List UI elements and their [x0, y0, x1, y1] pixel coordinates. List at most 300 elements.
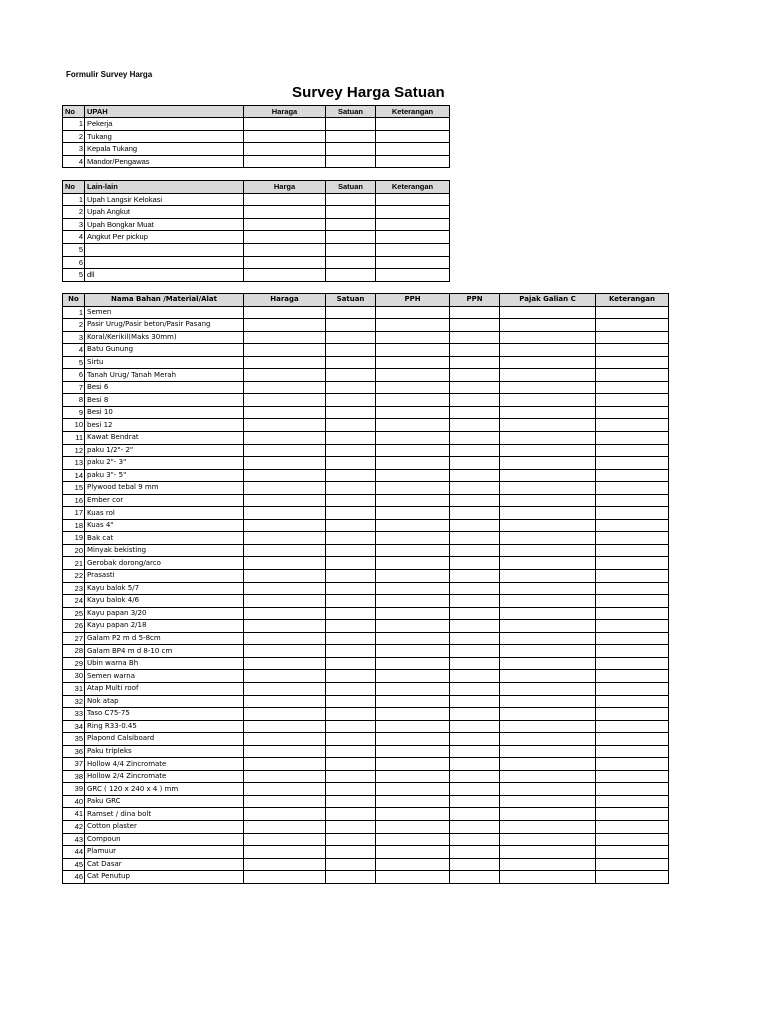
row-number: 32	[63, 695, 85, 708]
empty-cell	[500, 369, 596, 382]
page-title: Survey Harga Satuan	[292, 84, 445, 101]
empty-cell	[326, 193, 376, 206]
empty-cell	[376, 419, 450, 432]
column-header: Satuan	[326, 106, 376, 118]
column-header: UPAH	[85, 106, 244, 118]
item-name: Koral/Kerikil(Maks 30mm)	[85, 331, 244, 344]
empty-cell	[244, 218, 326, 231]
empty-cell	[596, 808, 669, 821]
item-name: Upah Angkut	[85, 206, 244, 219]
item-name: Kayu balok 4/6	[85, 595, 244, 608]
empty-cell	[500, 833, 596, 846]
table-row	[63, 846, 669, 859]
empty-cell	[450, 645, 500, 658]
column-header: Pajak Galian C	[500, 294, 596, 307]
empty-cell	[596, 544, 669, 557]
empty-cell	[376, 708, 450, 721]
row-number: 5	[63, 243, 85, 256]
empty-cell	[326, 544, 376, 557]
empty-cell	[596, 846, 669, 859]
empty-cell	[376, 356, 450, 369]
empty-cell	[596, 319, 669, 332]
empty-cell	[326, 770, 376, 783]
row-number: 28	[63, 645, 85, 658]
form-label: Formulir Survey Harga	[66, 70, 153, 79]
empty-cell	[596, 720, 669, 733]
row-number: 4	[63, 155, 85, 167]
empty-cell	[500, 344, 596, 357]
empty-cell	[326, 118, 376, 130]
empty-cell	[244, 432, 326, 445]
empty-cell	[450, 406, 500, 419]
empty-cell	[326, 482, 376, 495]
item-name: Besi 6	[85, 381, 244, 394]
column-header: Lain-lain	[85, 181, 244, 194]
empty-cell	[326, 645, 376, 658]
empty-cell	[596, 532, 669, 545]
table-row	[63, 444, 669, 457]
table-row	[63, 143, 450, 155]
empty-cell	[376, 306, 450, 319]
row-number: 23	[63, 582, 85, 595]
empty-cell	[376, 494, 450, 507]
empty-cell	[450, 544, 500, 557]
item-name: Kepala Tukang	[85, 143, 244, 155]
item-name: Upah Langsir Kelokasi	[85, 193, 244, 206]
empty-cell	[596, 733, 669, 746]
row-number: 31	[63, 682, 85, 695]
row-number: 2	[63, 130, 85, 142]
empty-cell	[326, 143, 376, 155]
empty-cell	[450, 695, 500, 708]
empty-cell	[244, 858, 326, 871]
table-row	[63, 118, 450, 130]
item-name: Pasir Urug/Pasir beton/Pasir Pasang	[85, 319, 244, 332]
empty-cell	[500, 708, 596, 721]
lain-lain-table	[62, 180, 450, 282]
row-number: 14	[63, 469, 85, 482]
empty-cell	[326, 682, 376, 695]
empty-cell	[596, 582, 669, 595]
item-name: Galam BP4 m d 8-10 cm	[85, 645, 244, 658]
empty-cell	[376, 670, 450, 683]
empty-cell	[450, 607, 500, 620]
item-name: Cat Penutup	[85, 871, 244, 884]
table-row	[63, 243, 450, 256]
empty-cell	[450, 419, 500, 432]
empty-cell	[326, 570, 376, 583]
empty-cell	[450, 758, 500, 771]
row-number: 34	[63, 720, 85, 733]
empty-cell	[450, 469, 500, 482]
column-header: Keterangan	[596, 294, 669, 307]
empty-cell	[500, 394, 596, 407]
empty-cell	[596, 682, 669, 695]
column-header: Harga	[244, 181, 326, 194]
empty-cell	[596, 745, 669, 758]
empty-cell	[500, 670, 596, 683]
empty-cell	[376, 507, 450, 520]
empty-cell	[376, 795, 450, 808]
empty-cell	[244, 532, 326, 545]
table-row	[63, 783, 669, 796]
empty-cell	[244, 494, 326, 507]
empty-cell	[244, 193, 326, 206]
empty-cell	[376, 733, 450, 746]
empty-cell	[450, 507, 500, 520]
empty-cell	[500, 657, 596, 670]
empty-cell	[244, 733, 326, 746]
row-number: 13	[63, 457, 85, 470]
empty-cell	[450, 783, 500, 796]
row-number: 44	[63, 846, 85, 859]
empty-cell	[596, 795, 669, 808]
item-name: Cat Dasar	[85, 858, 244, 871]
table-row	[63, 482, 669, 495]
empty-cell	[326, 319, 376, 332]
empty-cell	[500, 582, 596, 595]
empty-cell	[326, 419, 376, 432]
empty-cell	[450, 820, 500, 833]
item-name: GRC ( 120 x 240 x 4 ) mm	[85, 783, 244, 796]
row-number: 1	[63, 306, 85, 319]
empty-cell	[450, 331, 500, 344]
table-row	[63, 406, 669, 419]
table-row	[63, 269, 450, 282]
empty-cell	[376, 344, 450, 357]
empty-cell	[376, 846, 450, 859]
row-number: 24	[63, 595, 85, 608]
column-header: Satuan	[326, 294, 376, 307]
table-row	[63, 871, 669, 884]
row-number: 2	[63, 206, 85, 219]
row-number: 8	[63, 394, 85, 407]
item-name: Kuas rol	[85, 507, 244, 520]
empty-cell	[326, 344, 376, 357]
empty-cell	[326, 795, 376, 808]
row-number: 6	[63, 369, 85, 382]
item-name: Pekerja	[85, 118, 244, 130]
empty-cell	[376, 519, 450, 532]
empty-cell	[450, 532, 500, 545]
empty-cell	[326, 331, 376, 344]
empty-cell	[450, 356, 500, 369]
empty-cell	[500, 695, 596, 708]
row-number: 10	[63, 419, 85, 432]
item-name: Bak cat	[85, 532, 244, 545]
empty-cell	[244, 770, 326, 783]
table-row	[63, 808, 669, 821]
empty-cell	[326, 356, 376, 369]
row-number: 22	[63, 570, 85, 583]
empty-cell	[450, 858, 500, 871]
empty-cell	[376, 406, 450, 419]
table-row	[63, 833, 669, 846]
table-row	[63, 532, 669, 545]
empty-cell	[596, 758, 669, 771]
column-header: Nama Bahan /Material/Alat	[85, 294, 244, 307]
empty-cell	[500, 846, 596, 859]
empty-cell	[326, 519, 376, 532]
table-row	[63, 708, 669, 721]
item-name: Ring R33-0.45	[85, 720, 244, 733]
empty-cell	[376, 532, 450, 545]
row-number: 35	[63, 733, 85, 746]
empty-cell	[500, 745, 596, 758]
empty-cell	[326, 494, 376, 507]
table-row	[63, 645, 669, 658]
empty-cell	[500, 469, 596, 482]
empty-cell	[596, 469, 669, 482]
table-row	[63, 557, 669, 570]
item-name: Ember cor	[85, 494, 244, 507]
empty-cell	[376, 544, 450, 557]
empty-cell	[376, 193, 450, 206]
empty-cell	[500, 381, 596, 394]
empty-cell	[326, 871, 376, 884]
column-header: No	[63, 294, 85, 307]
empty-cell	[326, 620, 376, 633]
empty-cell	[596, 444, 669, 457]
empty-cell	[376, 858, 450, 871]
empty-cell	[450, 482, 500, 495]
table-row	[63, 206, 450, 219]
empty-cell	[376, 820, 450, 833]
empty-cell	[596, 519, 669, 532]
column-header: Satuan	[326, 181, 376, 194]
empty-cell	[244, 657, 326, 670]
row-number: 27	[63, 632, 85, 645]
empty-cell	[326, 783, 376, 796]
empty-cell	[500, 319, 596, 332]
empty-cell	[596, 871, 669, 884]
empty-cell	[450, 444, 500, 457]
empty-cell	[500, 331, 596, 344]
table-row	[63, 682, 669, 695]
empty-cell	[596, 595, 669, 608]
empty-cell	[596, 820, 669, 833]
row-number: 29	[63, 657, 85, 670]
empty-cell	[326, 733, 376, 746]
table-row	[63, 758, 669, 771]
empty-cell	[450, 846, 500, 859]
empty-cell	[596, 858, 669, 871]
item-name: Galam P2 m d 5-8cm	[85, 632, 244, 645]
empty-cell	[376, 582, 450, 595]
empty-cell	[244, 344, 326, 357]
row-number: 3	[63, 331, 85, 344]
row-number: 45	[63, 858, 85, 871]
table-row	[63, 419, 669, 432]
table-row	[63, 745, 669, 758]
empty-cell	[244, 243, 326, 256]
row-number: 11	[63, 432, 85, 445]
row-number: 33	[63, 708, 85, 721]
empty-cell	[326, 130, 376, 142]
table-row	[63, 331, 669, 344]
table-row	[63, 344, 669, 357]
empty-cell	[596, 507, 669, 520]
empty-cell	[244, 469, 326, 482]
empty-cell	[500, 632, 596, 645]
row-number: 21	[63, 557, 85, 570]
item-name: Compoun	[85, 833, 244, 846]
item-name: Nok atap	[85, 695, 244, 708]
item-name: Ramset / dina bolt	[85, 808, 244, 821]
empty-cell	[244, 331, 326, 344]
empty-cell	[376, 570, 450, 583]
column-header: PPH	[376, 294, 450, 307]
item-name	[85, 243, 244, 256]
empty-cell	[376, 130, 450, 142]
empty-cell	[500, 519, 596, 532]
empty-cell	[376, 657, 450, 670]
empty-cell	[244, 720, 326, 733]
column-header: Keterangan	[376, 106, 450, 118]
empty-cell	[450, 319, 500, 332]
empty-cell	[596, 557, 669, 570]
table-row	[63, 795, 669, 808]
empty-cell	[596, 695, 669, 708]
table-row	[63, 494, 669, 507]
empty-cell	[244, 783, 326, 796]
item-name: Kayu balok 5/7	[85, 582, 244, 595]
empty-cell	[376, 871, 450, 884]
table-row	[63, 469, 669, 482]
empty-cell	[500, 871, 596, 884]
row-number: 26	[63, 620, 85, 633]
empty-cell	[450, 632, 500, 645]
row-number: 4	[63, 344, 85, 357]
empty-cell	[500, 795, 596, 808]
empty-cell	[376, 632, 450, 645]
row-number: 42	[63, 820, 85, 833]
empty-cell	[326, 607, 376, 620]
empty-cell	[376, 218, 450, 231]
empty-cell	[500, 444, 596, 457]
empty-cell	[244, 557, 326, 570]
empty-cell	[326, 695, 376, 708]
item-name: Upah Bongkar Muat	[85, 218, 244, 231]
item-name: Plywood tebal 9 mm	[85, 482, 244, 495]
table-row	[63, 356, 669, 369]
empty-cell	[326, 745, 376, 758]
empty-cell	[376, 457, 450, 470]
row-number: 37	[63, 758, 85, 771]
empty-cell	[376, 620, 450, 633]
empty-cell	[244, 206, 326, 219]
row-number: 3	[63, 143, 85, 155]
row-number: 1	[63, 118, 85, 130]
empty-cell	[244, 319, 326, 332]
empty-cell	[244, 155, 326, 167]
empty-cell	[326, 406, 376, 419]
table-row	[63, 432, 669, 445]
empty-cell	[244, 457, 326, 470]
column-header: Haraga	[244, 106, 326, 118]
empty-cell	[244, 306, 326, 319]
table-row	[63, 319, 669, 332]
table-row	[63, 457, 669, 470]
empty-cell	[326, 720, 376, 733]
empty-cell	[596, 369, 669, 382]
empty-cell	[596, 783, 669, 796]
empty-cell	[596, 833, 669, 846]
item-name: Batu Gunung	[85, 344, 244, 357]
empty-cell	[596, 331, 669, 344]
item-name: Besi 8	[85, 394, 244, 407]
row-number: 17	[63, 507, 85, 520]
empty-cell	[596, 645, 669, 658]
empty-cell	[376, 783, 450, 796]
item-name: Gerobak dorong/arco	[85, 557, 244, 570]
table-row	[63, 620, 669, 633]
empty-cell	[596, 419, 669, 432]
empty-cell	[450, 306, 500, 319]
empty-cell	[376, 206, 450, 219]
empty-cell	[596, 381, 669, 394]
item-name: Semen	[85, 306, 244, 319]
empty-cell	[376, 682, 450, 695]
empty-cell	[376, 595, 450, 608]
empty-cell	[376, 243, 450, 256]
row-number: 1	[63, 193, 85, 206]
empty-cell	[326, 532, 376, 545]
item-name	[85, 256, 244, 269]
table-row	[63, 306, 669, 319]
table-row	[63, 733, 669, 746]
table-row	[63, 858, 669, 871]
empty-cell	[326, 507, 376, 520]
empty-cell	[376, 720, 450, 733]
empty-cell	[450, 657, 500, 670]
row-number: 15	[63, 482, 85, 495]
empty-cell	[326, 231, 376, 244]
empty-cell	[500, 356, 596, 369]
empty-cell	[326, 595, 376, 608]
empty-cell	[450, 595, 500, 608]
empty-cell	[376, 256, 450, 269]
empty-cell	[244, 632, 326, 645]
empty-cell	[326, 632, 376, 645]
empty-cell	[326, 858, 376, 871]
item-name: Ubin warna Bh	[85, 657, 244, 670]
empty-cell	[376, 833, 450, 846]
row-number: 41	[63, 808, 85, 821]
empty-cell	[376, 469, 450, 482]
column-header: PPN	[450, 294, 500, 307]
empty-cell	[450, 381, 500, 394]
empty-cell	[326, 833, 376, 846]
empty-cell	[244, 444, 326, 457]
empty-cell	[500, 595, 596, 608]
item-name: Cotton plaster	[85, 820, 244, 833]
bahan-material-table	[62, 293, 669, 884]
empty-cell	[376, 758, 450, 771]
empty-cell	[596, 670, 669, 683]
empty-cell	[500, 570, 596, 583]
empty-cell	[596, 356, 669, 369]
item-name: Mandor/Pengawas	[85, 155, 244, 167]
empty-cell	[500, 758, 596, 771]
empty-cell	[450, 557, 500, 570]
table-row	[63, 695, 669, 708]
empty-cell	[326, 394, 376, 407]
empty-cell	[596, 570, 669, 583]
empty-cell	[376, 432, 450, 445]
empty-cell	[596, 457, 669, 470]
empty-cell	[596, 306, 669, 319]
